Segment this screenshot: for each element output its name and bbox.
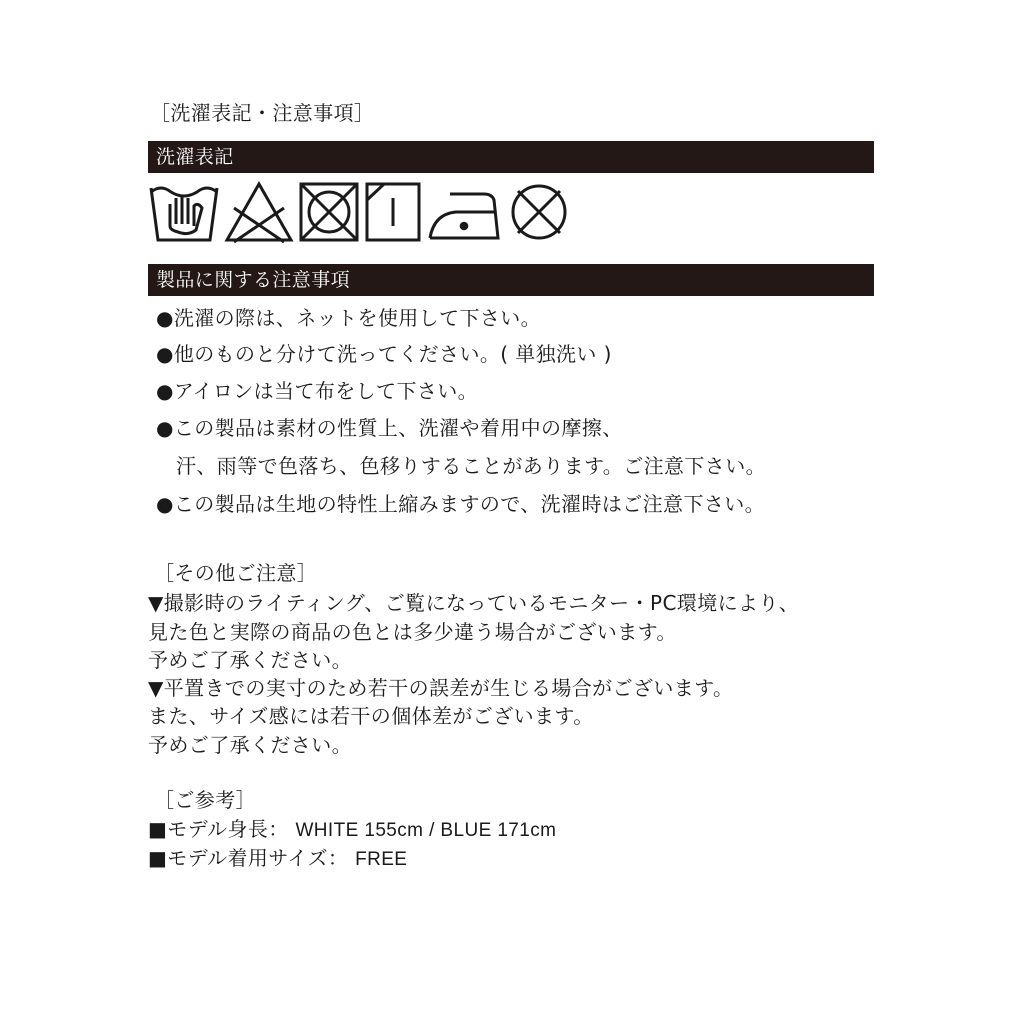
note-line: 汗、雨等で色落ち、色移りすることがあります。ご注意下さい。: [176, 454, 766, 478]
washing-heading: ［洗濯表記・注意事項］: [150, 101, 375, 125]
other-line: 予めご了承ください。: [148, 648, 352, 672]
care-icons: [148, 180, 588, 252]
model-height-row: [148, 819, 556, 840]
other-line: ▼撮影時のライティング、ご覧になっているモニター・PC環境により、: [148, 591, 800, 615]
model-height-value: WHITE 155cm / BLUE 171cm: [295, 820, 557, 841]
model-size-row: [148, 848, 407, 869]
model-size-value: FREE: [355, 849, 408, 870]
other-line: 予めご了承ください。: [148, 733, 352, 757]
model-height-label: ■モデル身長：: [148, 817, 289, 841]
other-line: ▼平置きでの実寸のため若干の誤差が生じる場合がございます。: [148, 676, 734, 700]
notes-bar: 製品に関する注意事項: [148, 264, 874, 296]
note-line: ●洗濯の際は、ネットを使用して下さい。: [156, 306, 542, 330]
note-line: ●アイロンは当て布をして下さい。: [156, 379, 479, 403]
no-bleach-icon: [224, 180, 294, 244]
note-line: ●この製品は生地の特性上縮みますので、洗濯時はご注意下さい。: [156, 492, 766, 516]
washing-bar: 洗濯表記: [148, 141, 874, 173]
note-line: ●他のものと分けて洗ってください。( 単独洗い ): [156, 342, 612, 366]
no-tumble-dry-icon: [298, 180, 360, 244]
ref-heading: ［ご参考］: [154, 788, 256, 812]
model-size-label: ■モデル着用サイズ：: [148, 846, 349, 870]
other-heading: ［その他ご注意］: [154, 561, 318, 585]
note-line: ●この製品は素材の性質上、洗濯や着用中の摩擦、: [156, 416, 623, 440]
iron-low-icon: [426, 180, 502, 244]
other-line: 見た色と実際の商品の色とは多少違う場合がございます。: [148, 620, 677, 644]
no-dry-clean-icon: [506, 180, 572, 244]
line-dry-shade-icon: [364, 180, 422, 244]
other-line: また、サイズ感には若干の個体差がございます。: [148, 704, 594, 728]
hand-wash-icon: [148, 180, 220, 244]
